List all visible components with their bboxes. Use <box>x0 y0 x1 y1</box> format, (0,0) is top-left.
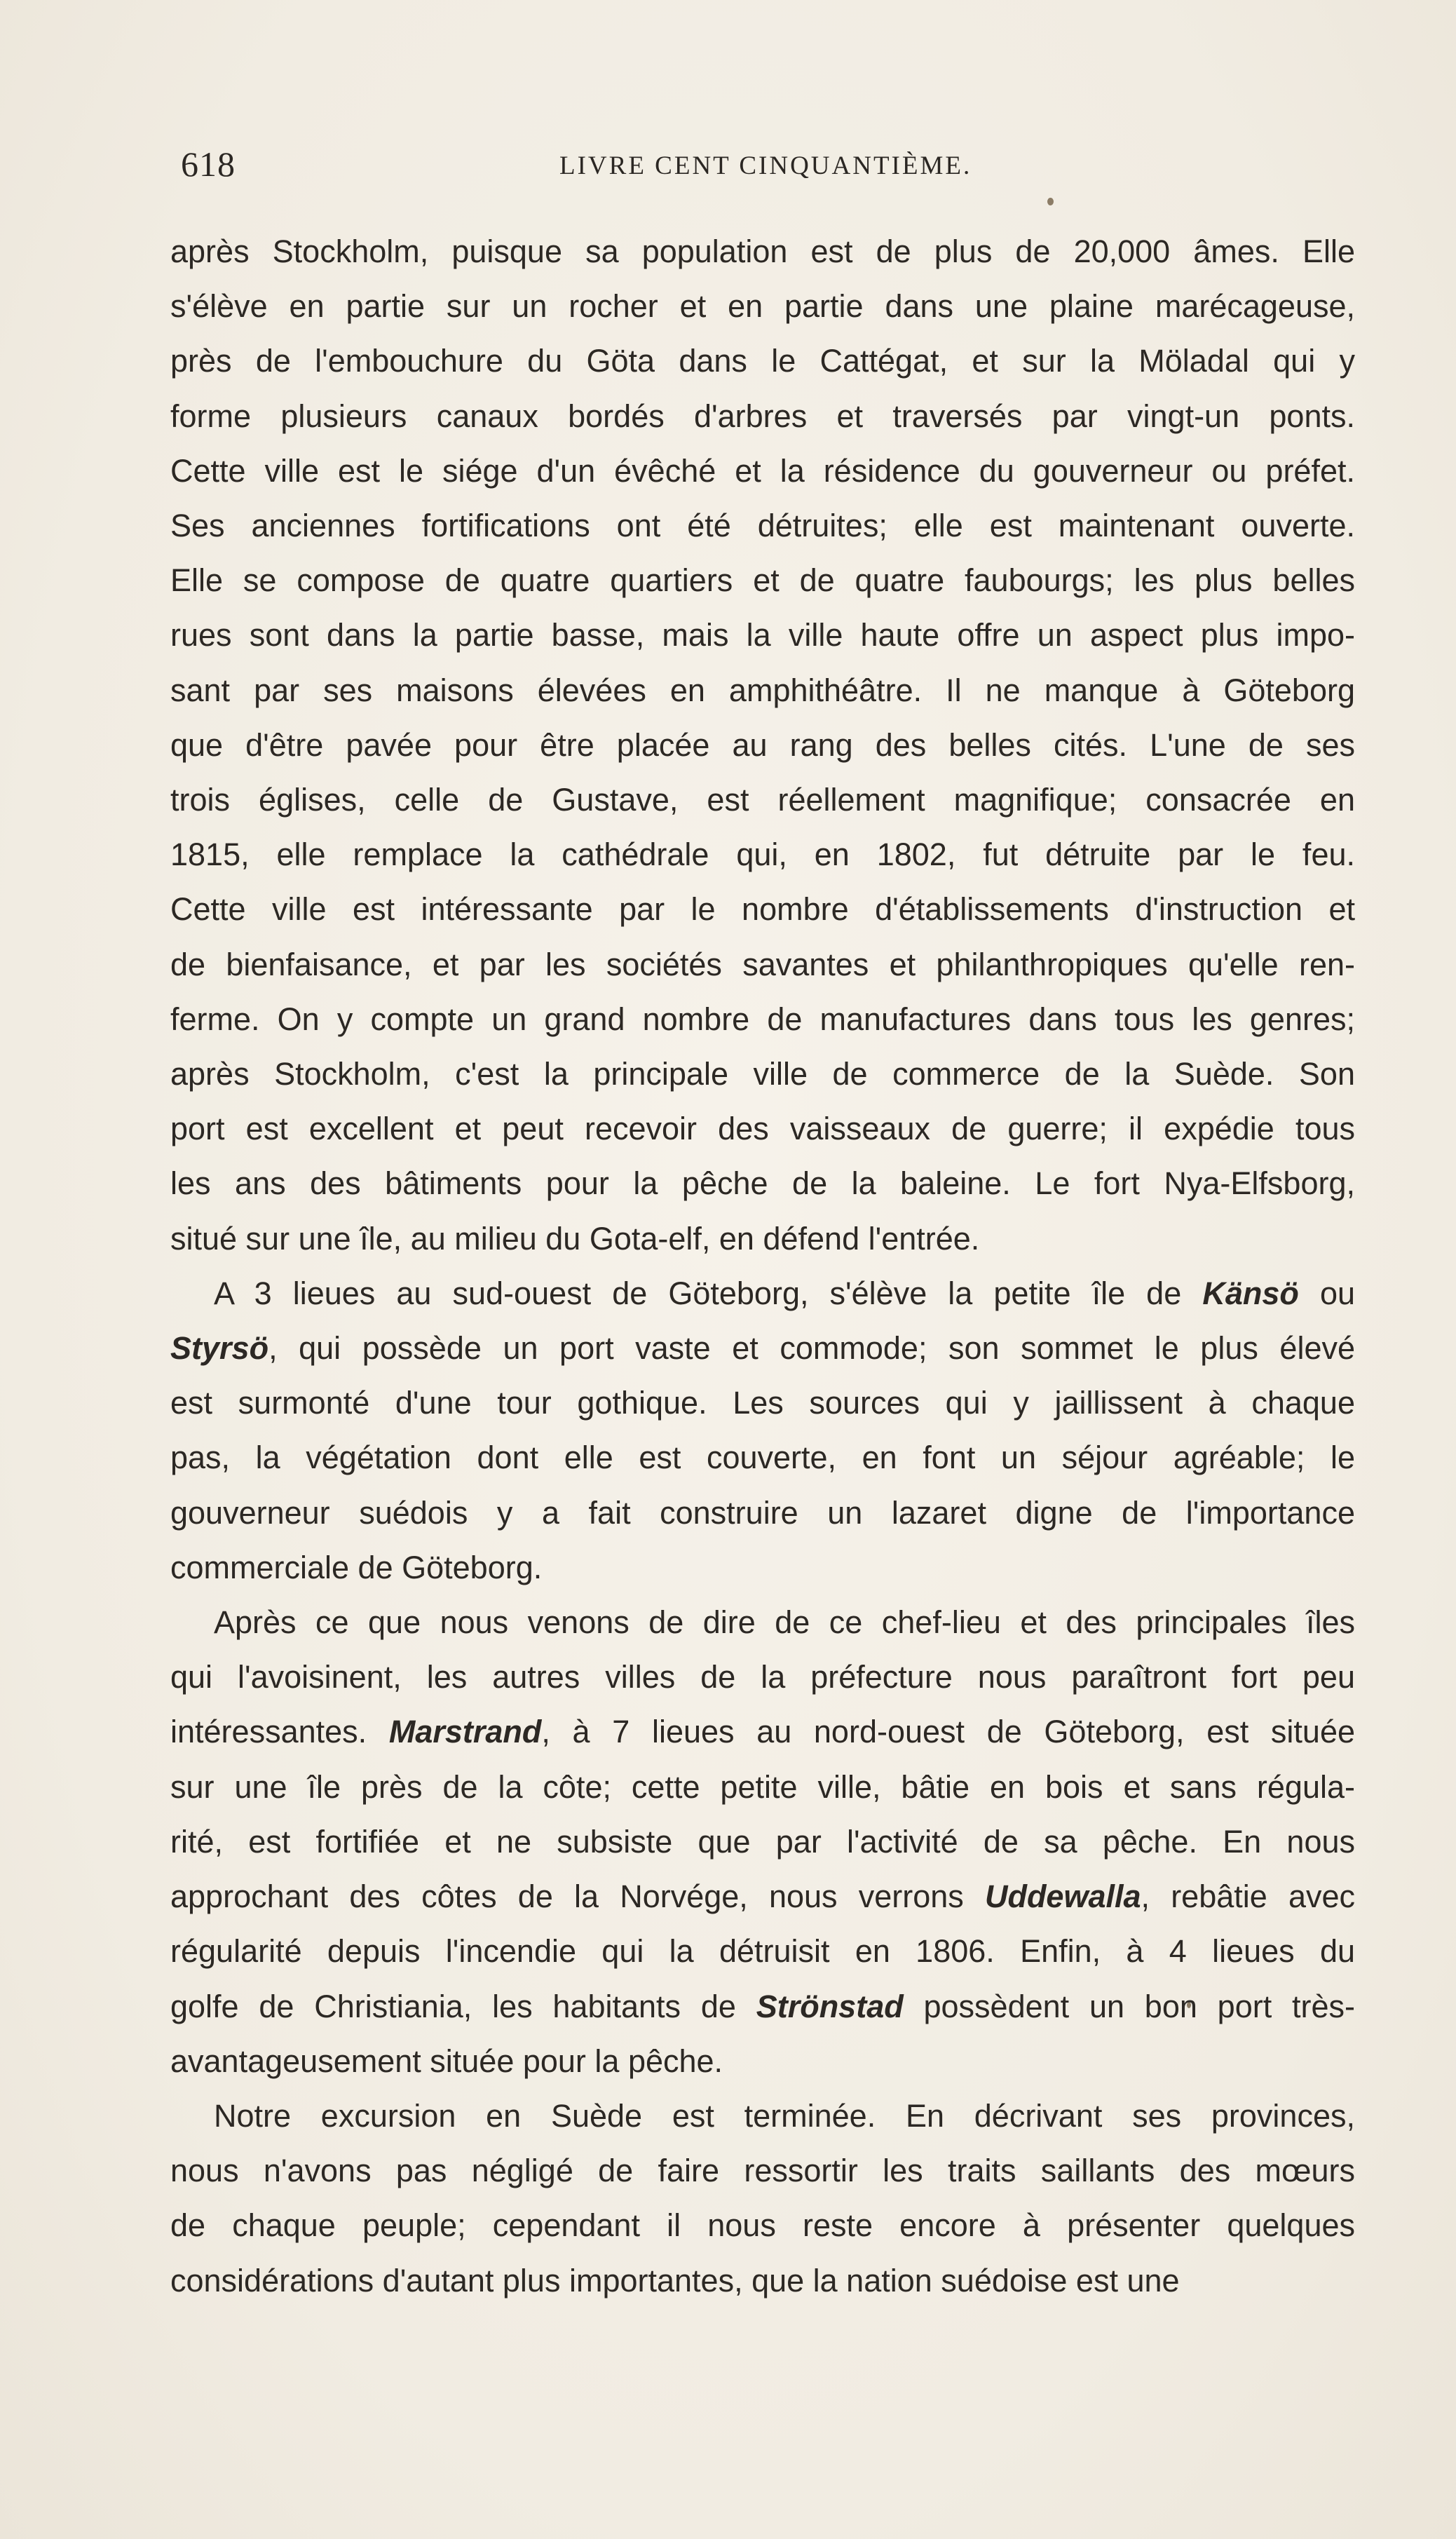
text-line: avantageusement située pour la pêche. <box>170 2043 723 2079</box>
text-line: sant par ses maisons élevées en amphithéâtre. Il ne manque à Göteborg <box>170 672 1355 708</box>
text-line: rues sont dans la partie basse, mais la ville haute offre un aspect plus impo- <box>170 617 1355 654</box>
text-line: est surmonté d'une tour gothique. Les sources qui y jaillissent à chaque <box>170 1385 1355 1421</box>
page-number: 618 <box>181 144 236 184</box>
text-line: près de l'embouchure du Göta dans le Cattégat, et sur la Möladal qui y <box>170 343 1355 379</box>
paragraph <box>170 1266 1355 1595</box>
italic-place-name: Uddewalla <box>984 1878 1141 1915</box>
italic-place-name: Styrsö <box>170 1330 269 1367</box>
text-line: les ans des bâtiments pour la pêche de la baleine. Le fort Nya-Elfsborg, <box>170 1165 1355 1202</box>
italic-place-name: Marstrand <box>388 1714 542 1750</box>
text-line: après Stockholm, puisque sa population est de plus de 20,000 âmes. Elle <box>170 233 1355 269</box>
ink-speck <box>1047 198 1054 205</box>
text-line: 1815, elle remplace la cathédrale qui, en 1802, fut détruite par le feu. <box>170 837 1355 873</box>
text-line: commerciale de Göteborg. <box>170 1549 543 1585</box>
text-line: Après ce que nous venons de dire de ce chef-lieu et des principales îles <box>214 1604 1355 1641</box>
italic-place-name: Känsö <box>1202 1275 1299 1311</box>
text-line: golfe de Christiania, les habitants de Strönstad possèdent un bon port très- <box>170 1988 1355 2024</box>
text-line: de bienfaisance, et par les sociétés savantes et philanthropiques qu'elle ren- <box>170 946 1355 982</box>
text-line: situé sur une île, au milieu du Gota-elf, en défend l'entrée. <box>170 1220 980 1257</box>
text-line: Notre excursion en Suède est terminée. En décrivant ses provinces, <box>214 2097 1355 2134</box>
text-line: A 3 lieues au sud-ouest de Göteborg, s'élève la petite île de Känsö ou <box>214 1275 1355 1311</box>
text-line: que d'être pavée pour être placée au rang des belles cités. L'une de ses <box>170 726 1355 763</box>
paragraph <box>170 1595 1355 2089</box>
text-line: pas, la végétation dont elle est couverte, en font un séjour agréable; le <box>170 1440 1355 1476</box>
body-text <box>170 224 1355 2308</box>
text-line: Elle se compose de quatre quartiers et de quatre faubourgs; les plus belles <box>170 562 1355 599</box>
text-line: port est excellent et peut recevoir des vaisseaux de guerre; il expédie tous <box>170 1111 1355 1147</box>
italic-place-name: Strönstad <box>756 1988 904 2024</box>
text-line: considérations d'autant plus importantes, que la nation suédoise est une <box>170 2262 1180 2298</box>
text-line: sur une île près de la côte; cette petite ville, bâtie en bois et sans régula- <box>170 1768 1355 1805</box>
text-line: s'élève en partie sur un rocher et en partie dans une plaine marécageuse, <box>170 288 1355 325</box>
text-line: après Stockholm, c'est la principale ville de commerce de la Suède. Son <box>170 1056 1355 1092</box>
text-line: Ses anciennes fortifications ont été détruites; elle est maintenant ouverte. <box>170 508 1355 544</box>
text-line: rité, est fortifiée et ne subsiste que par l'activité de sa pêche. En nous <box>170 1823 1355 1860</box>
text-line: intéressantes. Marstrand, à 7 lieues au nord-ouest de Göteborg, est située <box>170 1714 1355 1750</box>
text-line: Cette ville est le siége d'un évêché et la résidence du gouverneur ou préfet. <box>170 452 1355 489</box>
paragraph <box>170 224 1355 1266</box>
text-line: gouverneur suédois y a fait construire un lazaret digne de l'importance <box>170 1494 1355 1531</box>
paragraph <box>170 2089 1355 2308</box>
text-line: qui l'avoisinent, les autres villes de la préfecture nous paraîtront fort peu <box>170 1659 1355 1695</box>
text-line: régularité depuis l'incendie qui la détruisit en 1806. Enfin, à 4 lieues du <box>170 1933 1355 1970</box>
text-line: trois églises, celle de Gustave, est réellement magnifique; consacrée en <box>170 782 1355 818</box>
page-header <box>181 144 1355 186</box>
text-line: Styrsö, qui possède un port vaste et commode; son sommet le plus élevé <box>170 1330 1355 1367</box>
text-line: forme plusieurs canaux bordés d'arbres et traversés par vingt-un ponts. <box>170 398 1355 434</box>
text-line: Cette ville est intéressante par le nombre d'établissements d'instruction et <box>170 891 1355 928</box>
text-line: approchant des côtes de la Norvége, nous verrons Uddewalla, rebâtie avec <box>170 1878 1356 1915</box>
running-title: LIVRE CENT CINQUANTIÈME. <box>559 151 972 180</box>
text-line: ferme. On y compte un grand nombre de manufactures dans tous les genres; <box>170 1001 1355 1037</box>
text-line: nous n'avons pas négligé de faire ressortir les traits saillants des mœurs <box>170 2153 1355 2189</box>
text-line: de chaque peuple; cependant il nous reste encore à présenter quelques <box>170 2207 1355 2244</box>
